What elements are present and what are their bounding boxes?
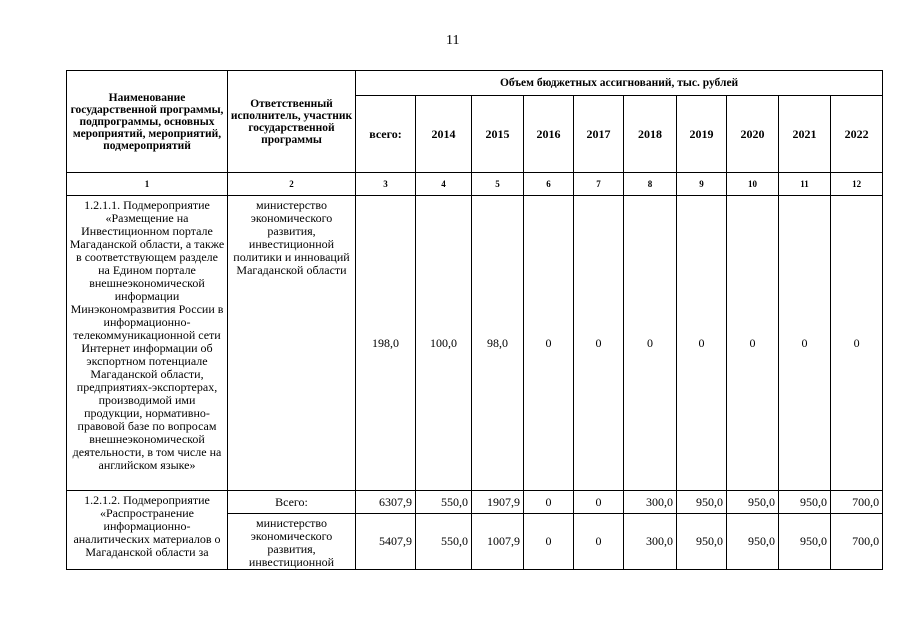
column-index: 5 (472, 173, 524, 196)
column-index-row (67, 173, 883, 196)
row-responsible: Всего: (228, 491, 356, 514)
column-index: 8 (624, 173, 677, 196)
table-row (67, 196, 883, 491)
header-budget-group: Объем бюджетных ассигнований, тыс. рублей (356, 71, 883, 96)
row-responsible: министерство экономического развития, инвестиционной политики и инноваций Магаданской области (228, 196, 356, 491)
row-name: 1.2.1.2. Подмероприятие «Распространение информационно-аналитических материалов о Магаданской области за (67, 491, 228, 570)
row-value: 0 (524, 491, 574, 514)
column-index: 4 (416, 173, 472, 196)
header-year: 2016 (524, 96, 574, 173)
row-value: 1007,9 (472, 514, 524, 570)
row-value: 950,0 (779, 491, 831, 514)
header-year: 2019 (677, 96, 727, 173)
row-total: 5407,9 (356, 514, 416, 570)
column-index: 7 (574, 173, 624, 196)
column-index: 3 (356, 173, 416, 196)
row-value: 100,0 (416, 196, 472, 491)
page-number: 11 (446, 33, 460, 48)
column-index: 6 (524, 173, 574, 196)
row-value: 0 (574, 514, 624, 570)
header-year: 2015 (472, 96, 524, 173)
column-index: 2 (228, 173, 356, 196)
row-value: 98,0 (472, 196, 524, 491)
row-value: 700,0 (831, 514, 883, 570)
row-value: 0 (677, 196, 727, 491)
header-name-column: Наименование государственной программы, подпрограммы, основных мероприятий, мероприятий, подмероприятий (67, 71, 228, 173)
column-index: 10 (727, 173, 779, 196)
row-value: 550,0 (416, 514, 472, 570)
row-value: 950,0 (727, 491, 779, 514)
column-index: 11 (779, 173, 831, 196)
row-value: 0 (727, 196, 779, 491)
header-year: 2017 (574, 96, 624, 173)
row-value: 950,0 (677, 514, 727, 570)
row-value: 950,0 (677, 491, 727, 514)
row-value: 0 (624, 196, 677, 491)
row-value: 950,0 (727, 514, 779, 570)
header-year: 2020 (727, 96, 779, 173)
header-year: 2014 (416, 96, 472, 173)
row-value: 0 (779, 196, 831, 491)
row-total: 6307,9 (356, 491, 416, 514)
row-value: 0 (831, 196, 883, 491)
row-value: 0 (574, 491, 624, 514)
header-responsible-column: Ответственный исполнитель, участник государственной программы (228, 71, 356, 173)
row-value: 550,0 (416, 491, 472, 514)
column-index: 1 (67, 173, 228, 196)
header-year: 2022 (831, 96, 883, 173)
row-value: 1907,9 (472, 491, 524, 514)
column-index: 9 (677, 173, 727, 196)
row-value: 0 (524, 196, 574, 491)
header-total: всего: (356, 96, 416, 173)
budget-table (66, 70, 883, 570)
row-value: 700,0 (831, 491, 883, 514)
row-value: 0 (574, 196, 624, 491)
row-value: 950,0 (779, 514, 831, 570)
column-index: 12 (831, 173, 883, 196)
row-total: 198,0 (356, 196, 416, 491)
row-responsible: министерство экономического развития, инвестиционной (228, 514, 356, 570)
row-name: 1.2.1.1. Подмероприятие «Размещение на Инвестиционном портале Магаданской области, а также в соответствующем разделе на Едином портале внешнеэкономической информации Минэкономразвития России в информационно-телекоммуникационной сети Интернет информации об экспортном потенциале Магаданской области, предприятиях-экспортерах, производимой ими продукции, нормативно-правовой базе по вопросам внешнеэкономической деятельности, в том числе на английском языке» (67, 196, 228, 491)
row-value: 300,0 (624, 514, 677, 570)
row-value: 0 (524, 514, 574, 570)
header-year: 2018 (624, 96, 677, 173)
table-row (67, 491, 883, 514)
row-value: 300,0 (624, 491, 677, 514)
header-year: 2021 (779, 96, 831, 173)
